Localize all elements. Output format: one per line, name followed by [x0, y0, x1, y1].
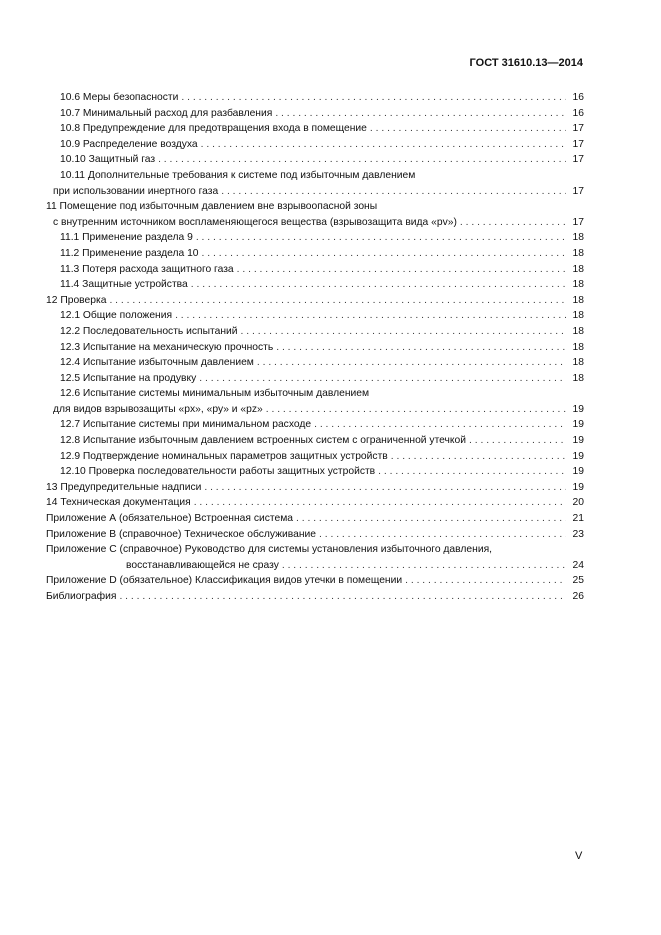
- toc-entry-page: 18: [572, 325, 584, 337]
- toc-leader-dots: [241, 324, 566, 340]
- toc-entry-title: 10.7 Минимальный расход для разбавления: [60, 107, 273, 119]
- toc-entry-title: Приложение А (обязательное) Встроенная система: [46, 513, 294, 525]
- toc-entry[interactable]: [46, 449, 584, 465]
- toc-leader-dots: [221, 184, 566, 200]
- toc-leader-dots: [257, 355, 566, 371]
- toc-entry-title: 12.9 Подтверждение номинальных параметров защитных устройств: [60, 450, 388, 462]
- toc-entry-title: 13 Предупредительные надписи: [46, 481, 202, 493]
- toc-entry-page: 17: [572, 123, 584, 135]
- toc-entry-page: 18: [572, 279, 584, 291]
- toc-entry-title: 11.2 Применение раздела 10: [60, 247, 199, 259]
- toc-entry-page: 18: [572, 263, 584, 275]
- toc-leader-dots: [119, 589, 566, 605]
- toc-entry[interactable]: [46, 355, 584, 371]
- toc-leader-dots: [194, 495, 566, 511]
- toc-entry[interactable]: [46, 402, 584, 418]
- toc-entry[interactable]: [46, 137, 584, 153]
- toc-entry-page: 18: [572, 294, 584, 306]
- toc-entry[interactable]: [46, 495, 584, 511]
- toc-leader-dots: [175, 308, 566, 324]
- toc-entry[interactable]: [46, 511, 584, 527]
- toc-entry-page: 19: [572, 466, 584, 478]
- toc-leader-dots: [282, 558, 566, 574]
- toc-leader-dots: [314, 417, 566, 433]
- document-code: ГОСТ 31610.13—2014: [469, 57, 583, 69]
- toc-leader-dots: [196, 230, 566, 246]
- toc-entry[interactable]: [46, 417, 584, 433]
- toc-entry[interactable]: [46, 480, 584, 496]
- toc-entry-title: Приложение В (справочное) Техническое обслуживание: [46, 528, 317, 540]
- toc-leader-dots: [276, 340, 566, 356]
- toc-entry[interactable]: [46, 542, 584, 558]
- toc-entry[interactable]: [46, 308, 584, 324]
- toc-leader-dots: [237, 262, 566, 278]
- toc-entry-page: 18: [572, 247, 584, 259]
- toc-leader-dots: [204, 480, 566, 496]
- toc-entry-title: Приложение С (справочное) Руководство для системы установления избыточного давления,: [46, 544, 493, 556]
- toc-entry[interactable]: [46, 199, 584, 215]
- toc-entry-title: 11.4 Защитные устройства: [60, 279, 188, 291]
- toc-entry-title: 12.10 Проверка последовательности работы защитных устройств: [60, 466, 376, 478]
- toc-entry-title: 14 Техническая документация: [46, 497, 191, 509]
- toc-entry-page: 16: [572, 107, 584, 119]
- toc-entry-title: 10.6 Меры безопасности: [60, 92, 179, 103]
- toc-entry-page: 17: [572, 154, 584, 166]
- toc-leader-dots: [109, 293, 566, 309]
- toc-entry-page: 18: [572, 341, 584, 353]
- toc-entry[interactable]: [46, 433, 584, 449]
- toc-entry-page: 19: [572, 481, 584, 493]
- toc-entry[interactable]: [46, 573, 584, 589]
- toc-entry[interactable]: [46, 184, 584, 200]
- toc-entry-page: 25: [572, 575, 584, 587]
- toc-leader-dots: [378, 464, 566, 480]
- page-number: V: [575, 850, 583, 862]
- toc-entry-title: 11 Помещение под избыточным давлением вне взрывоопасной зоны: [46, 201, 378, 213]
- toc-entry[interactable]: [46, 527, 584, 543]
- toc-entry[interactable]: [46, 558, 584, 574]
- toc-entry-page: 19: [572, 403, 584, 415]
- toc-entry[interactable]: [46, 464, 584, 480]
- table-of-contents: [46, 90, 584, 605]
- toc-entry-title: 12.2 Последовательность испытаний: [60, 325, 238, 337]
- toc-leader-dots: [202, 246, 566, 262]
- toc-entry-page: 20: [572, 497, 584, 509]
- toc-entry-title: 10.10 Защитный газ: [60, 154, 156, 166]
- toc-entry[interactable]: [46, 230, 584, 246]
- toc-entry-page: 17: [572, 216, 584, 228]
- toc-entry-title: Библиография: [46, 591, 117, 602]
- toc-leader-dots: [405, 573, 566, 589]
- toc-entry-page: 19: [572, 419, 584, 431]
- toc-leader-dots: [275, 106, 566, 122]
- toc-leader-dots: [201, 137, 566, 153]
- toc-entry[interactable]: [46, 246, 584, 262]
- toc-entry[interactable]: [46, 106, 584, 122]
- toc-entry-page: 19: [572, 450, 584, 462]
- toc-entry-page: 26: [572, 591, 584, 602]
- toc-entry[interactable]: [46, 168, 584, 184]
- toc-leader-dots: [370, 121, 566, 137]
- toc-leader-dots: [469, 433, 566, 449]
- toc-entry[interactable]: [46, 340, 584, 356]
- toc-entry-title: 12.8 Испытание избыточным давлением встроенных систем с ограниченной утечкой: [60, 435, 467, 447]
- toc-leader-dots: [199, 371, 566, 387]
- toc-entry-page: 23: [572, 528, 584, 540]
- toc-entry-page: 19: [572, 435, 584, 447]
- toc-entry-page: 18: [572, 357, 584, 369]
- toc-entry-title: 12.7 Испытание системы при минимальном расходе: [60, 419, 312, 431]
- toc-entry-title: 12 Проверка: [46, 294, 107, 306]
- toc-entry-title: 12.1 Общие положения: [60, 310, 173, 322]
- toc-entry[interactable]: [46, 386, 584, 402]
- toc-leader-dots: [158, 152, 566, 168]
- toc-entry-page: 18: [572, 310, 584, 322]
- toc-entry-title: 12.6 Испытание системы минимальным избыточным давлением: [60, 388, 370, 400]
- toc-entry-title: 12.4 Испытание избыточным давлением: [60, 357, 254, 369]
- toc-entry[interactable]: [46, 262, 584, 278]
- toc-entry-title: 12.3 Испытание на механическую прочность: [60, 341, 274, 353]
- toc-entry-page: 17: [572, 185, 584, 197]
- toc-leader-dots: [296, 511, 566, 527]
- toc-entry-page: 21: [572, 513, 584, 525]
- toc-entry-title: Приложение D (обязательное) Классификация видов утечки в помещении: [46, 575, 403, 587]
- toc-entry-title: при использовании инертного газа: [53, 185, 219, 197]
- toc-entry-title: 12.5 Испытание на продувку: [60, 372, 197, 384]
- toc-entry-title: 11.3 Потеря расхода защитного газа: [60, 263, 234, 275]
- toc-leader-dots: [191, 277, 566, 293]
- toc-leader-dots: [266, 402, 566, 418]
- toc-entry-title: для видов взрывозащиты «px», «py» и «pz»: [53, 403, 263, 415]
- toc-entry[interactable]: [46, 293, 584, 309]
- toc-entry[interactable]: [46, 324, 584, 340]
- toc-entry[interactable]: [46, 589, 584, 605]
- toc-entry-title: восстанавливающейся не сразу: [126, 559, 279, 571]
- toc-leader-dots: [460, 215, 566, 231]
- toc-entry-page: 18: [572, 372, 584, 384]
- toc-entry-title: 10.11 Дополнительные требования к системе под избыточным давлением: [60, 169, 416, 181]
- toc-entry[interactable]: [46, 371, 584, 387]
- toc-entry[interactable]: [46, 90, 584, 106]
- toc-entry[interactable]: [46, 152, 584, 168]
- toc-entry[interactable]: [46, 277, 584, 293]
- toc-leader-dots: [391, 449, 566, 465]
- toc-entry-title: 10.9 Распределение воздуха: [60, 138, 198, 150]
- toc-entry-page: 18: [572, 232, 584, 244]
- toc-leader-dots: [181, 90, 566, 106]
- toc-leader-dots: [319, 527, 566, 543]
- toc-entry-page: 24: [572, 559, 584, 571]
- toc-entry[interactable]: [46, 215, 584, 231]
- toc-entry-title: с внутренним источником воспламеняющегося вещества (взрывозащита вида «pv»): [53, 216, 457, 228]
- toc-entry-title: 10.8 Предупреждение для предотвращения входа в помещение: [60, 123, 367, 135]
- toc-entry-title: 11.1 Применение раздела 9: [60, 232, 193, 244]
- toc-entry-page: 17: [572, 138, 584, 150]
- toc-entry-page: 16: [572, 92, 584, 103]
- toc-entry[interactable]: [46, 121, 584, 137]
